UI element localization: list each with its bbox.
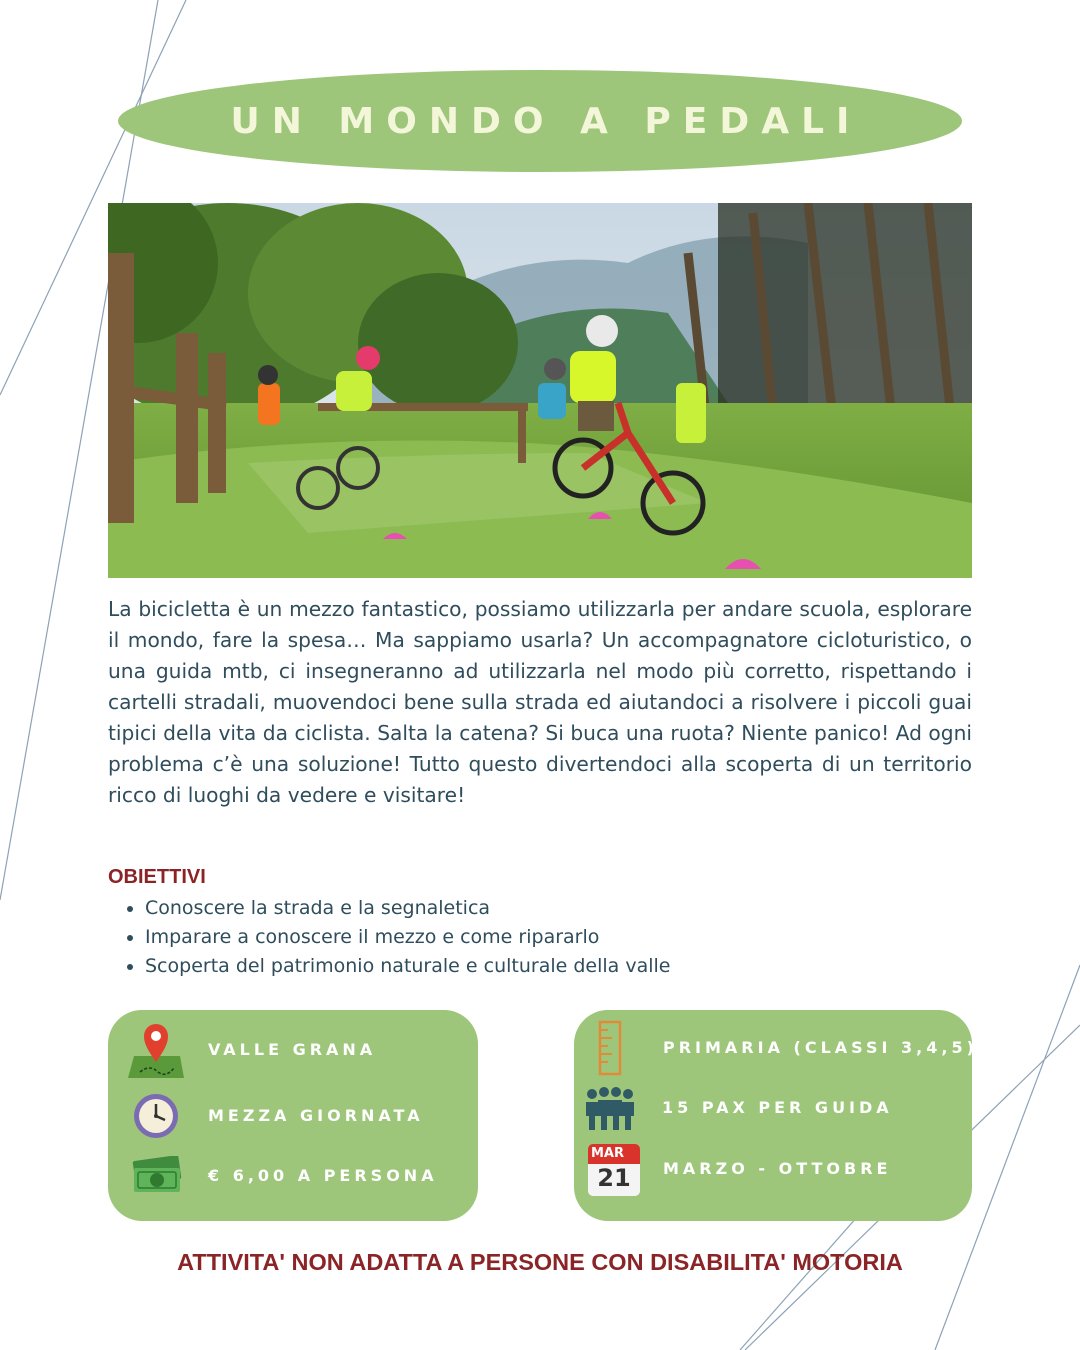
group-size-text: 15 PAX PER GUIDA <box>662 1098 893 1117</box>
period-text: MARZO - OTTOBRE <box>663 1159 892 1178</box>
map-pin-icon <box>126 1022 186 1080</box>
clock-icon <box>132 1092 180 1140</box>
list-item: • Imparare a conoscere il mezzo e come ripararlo <box>145 923 670 952</box>
activity-photo <box>108 203 972 578</box>
info-card-right <box>574 1010 978 1221</box>
group-people-icon <box>582 1086 638 1132</box>
school-level-text: PRIMARIA (CLASSI 3,4,5) <box>663 1038 978 1057</box>
list-item: • Scoperta del patrimonio naturale e culturale della valle <box>145 952 670 981</box>
info-card-left <box>108 1010 478 1221</box>
activity-description: La bicicletta è un mezzo fantastico, possiamo utilizzarla per andare scuola, esplorare il mondo, fare la spesa… Ma sappiamo usarla? Un accompagnatore cicloturistico, o una guida mtb, ci insegneranno ad utilizzarla nel modo più corretto, rispettando i cartelli stradali, muovendoci bene sulla strada ed aiutandoci a risolvere i piccoli guai tipici della vita da ciclista. Salta la catena? Si buca una ruota? Niente panico! Ad ogni problema c’è una soluzione! Tutto questo divertendoci alla scoperta di un territorio ricco di luoghi da vedere e visitare! <box>108 597 972 807</box>
money-icon <box>130 1156 184 1194</box>
title-banner <box>118 70 962 172</box>
calendar-icon <box>588 1144 640 1196</box>
calendar-day: 21 <box>597 1164 631 1192</box>
location-text: VALLE GRANA <box>208 1040 377 1059</box>
list-item: • Conoscere la strada e la segnaletica <box>145 894 670 923</box>
duration-text: MEZZA GIORNATA <box>208 1106 424 1125</box>
accessibility-warning: ATTIVITA' NON ADATTA A PERSONE CON DISABILITA' MOTORIA <box>177 1249 903 1275</box>
page-title: UN MONDO A PEDALI <box>230 100 862 142</box>
objectives-list <box>108 894 670 981</box>
price-text: € 6,00 A PERSONA <box>208 1166 438 1185</box>
objectives-title: OBIETTIVI <box>108 866 206 888</box>
calendar-month: MAR <box>591 1146 625 1161</box>
ruler-icon <box>596 1020 624 1076</box>
